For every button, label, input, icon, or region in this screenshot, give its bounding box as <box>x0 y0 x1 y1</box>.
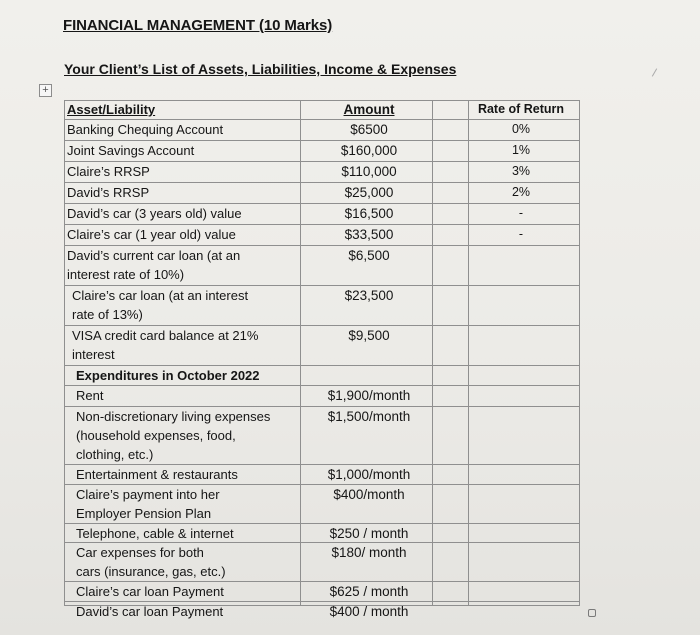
table-row <box>64 602 580 621</box>
row-label: David’s car (3 years old) value <box>67 206 242 221</box>
row-amount: $23,500 <box>344 288 394 303</box>
row-amount: $160,000 <box>340 143 398 158</box>
row-amount: $180/ month <box>331 545 407 560</box>
row-label: Claire’s car (1 year old) value <box>67 227 236 242</box>
table-row <box>64 407 580 465</box>
table-row <box>64 162 580 183</box>
header-asset: Asset/Liability <box>67 102 156 117</box>
assets-table <box>64 100 580 621</box>
table-row <box>64 141 580 162</box>
table-row <box>64 120 580 141</box>
table-caption: Your Client’s List of Assets, Liabilities, Income & Expenses <box>64 61 457 77</box>
table-row <box>64 183 580 204</box>
row-rate: 1% <box>511 143 531 157</box>
row-label: Non-discretionary living expenses (household expenses, food, clothing, etc.) <box>76 409 271 462</box>
row-rate: - <box>518 206 524 220</box>
table-row <box>64 465 580 485</box>
row-label: Claire’s RRSP <box>67 164 150 179</box>
table-row <box>64 286 580 326</box>
row-amount: $625 / month <box>329 584 409 599</box>
row-amount: $9,500 <box>348 328 390 343</box>
column-divider <box>468 100 469 606</box>
header-rate: Rate of Return <box>477 102 565 116</box>
row-label: VISA credit card balance at 21% interest <box>72 328 259 362</box>
row-label: David’s car loan Payment <box>76 604 224 619</box>
row-label: Banking Chequing Account <box>67 122 224 137</box>
row-amount: $16,500 <box>344 206 394 221</box>
row-label: David’s current car loan (at an interest rate of 10%) <box>67 248 241 282</box>
row-rate: - <box>518 227 524 241</box>
row-label: Claire’s payment into her Employer Pension Plan <box>76 487 220 521</box>
row-amount: $6500 <box>350 122 388 137</box>
table-row <box>64 326 580 366</box>
row-amount: $400 / month <box>329 604 409 619</box>
row-label: Claire’s car loan (at an interest rate of 13%) <box>72 288 249 322</box>
table-row <box>64 246 580 286</box>
row-amount: $33,500 <box>344 227 394 242</box>
row-amount: $1,000/month <box>327 467 411 482</box>
table-row <box>64 582 580 602</box>
table-resize-handle-icon[interactable] <box>588 609 596 617</box>
column-divider <box>300 100 301 606</box>
row-rate: 3% <box>511 164 531 178</box>
table-header-row <box>64 100 580 120</box>
row-amount: $250 / month <box>329 526 409 541</box>
row-rate: 2% <box>511 185 531 199</box>
row-amount: $400/month <box>333 487 405 502</box>
header-amount: Amount <box>343 102 395 117</box>
row-label: Claire’s car loan Payment <box>76 584 224 599</box>
table-move-handle-icon[interactable]: + <box>39 84 52 97</box>
row-label: Joint Savings Account <box>67 143 195 158</box>
table-row <box>64 485 580 524</box>
row-amount: $110,000 <box>341 164 397 179</box>
row-amount: $1,900/month <box>327 388 411 403</box>
row-amount: $1,500/month <box>327 409 411 424</box>
row-label: Rent <box>76 388 104 403</box>
row-label: David’s RRSP <box>67 185 150 200</box>
row-rate: 0% <box>511 122 531 136</box>
row-amount: $6,500 <box>348 248 390 263</box>
table-row <box>64 225 580 246</box>
table-row <box>64 204 580 225</box>
row-amount: $25,000 <box>344 185 394 200</box>
column-divider <box>432 100 433 606</box>
page-title: FINANCIAL MANAGEMENT (10 Marks) <box>63 17 333 34</box>
section-heading: Expenditures in October 2022 <box>76 368 260 383</box>
table-row <box>64 543 580 582</box>
row-label: Telephone, cable & internet <box>76 526 234 541</box>
row-label: Entertainment & restaurants <box>76 467 238 482</box>
table-row <box>64 524 580 543</box>
table-row <box>64 386 580 407</box>
row-label: Car expenses for both cars (insurance, gas, etc.) <box>76 545 226 579</box>
pen-mark <box>652 68 657 76</box>
section-row <box>64 366 580 386</box>
